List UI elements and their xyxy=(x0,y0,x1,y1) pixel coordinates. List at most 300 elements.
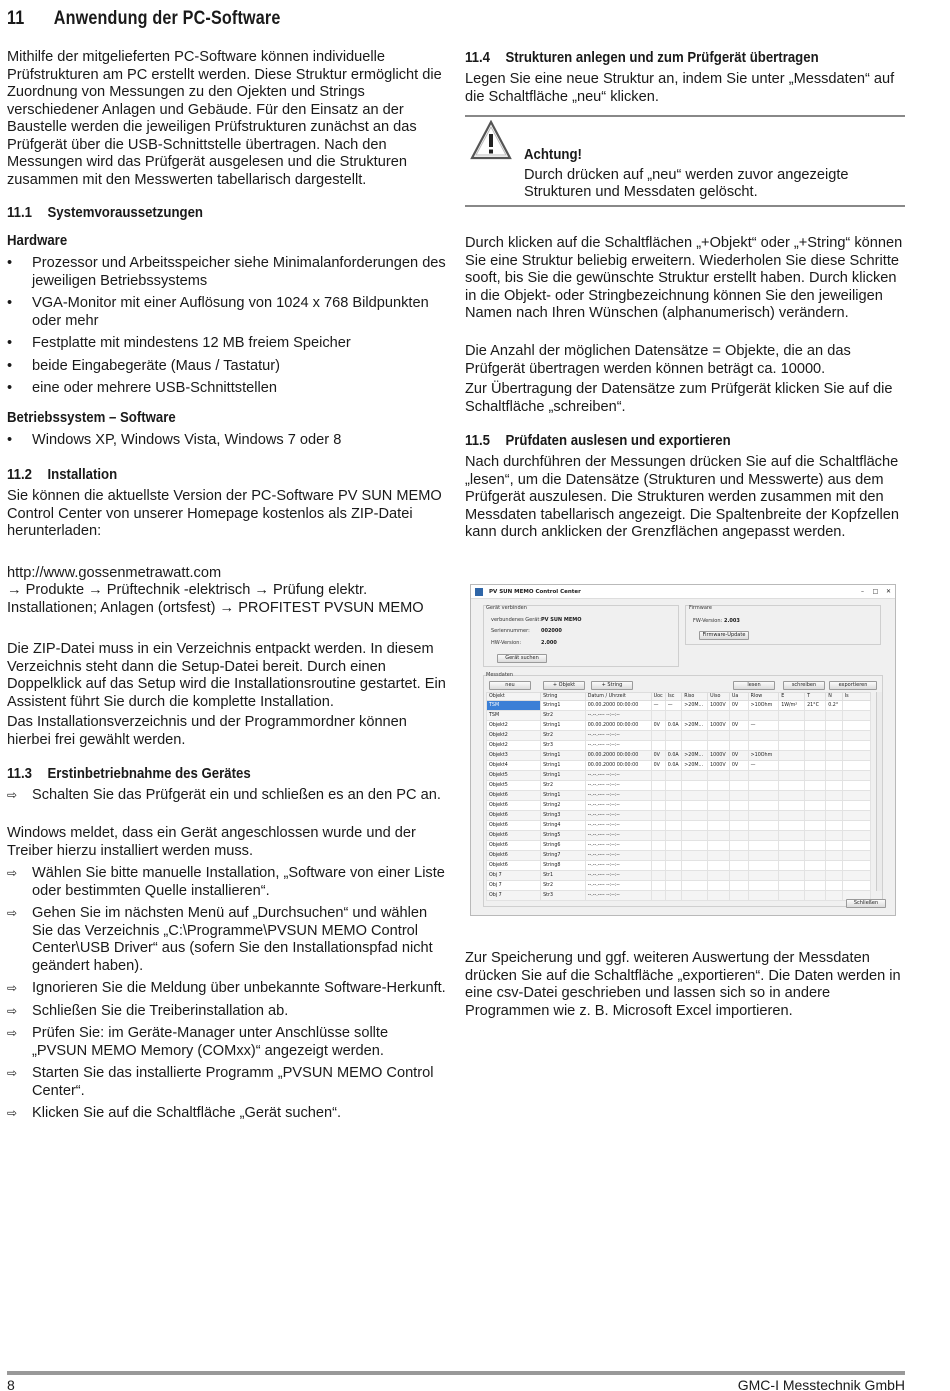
table-cell[interactable]: TSM xyxy=(487,711,541,721)
column-header[interactable]: Objekt xyxy=(487,693,541,701)
table-cell[interactable] xyxy=(826,731,842,741)
table-cell[interactable]: Objekt6 xyxy=(487,791,541,801)
table-cell[interactable] xyxy=(779,761,805,771)
table-cell[interactable] xyxy=(708,741,730,751)
table-cell[interactable] xyxy=(729,771,748,781)
table-cell[interactable]: --.--.---- --:--:-- xyxy=(585,891,651,901)
table-cell[interactable] xyxy=(805,751,826,761)
table-cell[interactable] xyxy=(682,771,708,781)
table-cell[interactable]: --.--.---- --:--:-- xyxy=(585,741,651,751)
table-cell[interactable] xyxy=(729,791,748,801)
table-cell[interactable]: --.--.---- --:--:-- xyxy=(585,871,651,881)
table-cell[interactable] xyxy=(729,851,748,861)
table-row[interactable] xyxy=(487,881,871,891)
table-cell[interactable] xyxy=(651,821,665,831)
table-cell[interactable] xyxy=(779,781,805,791)
table-cell[interactable] xyxy=(729,881,748,891)
table-cell[interactable] xyxy=(748,881,779,891)
table-cell[interactable] xyxy=(665,711,681,721)
table-cell[interactable] xyxy=(729,801,748,811)
table-cell[interactable] xyxy=(729,841,748,851)
table-cell[interactable] xyxy=(665,791,681,801)
table-cell[interactable] xyxy=(842,841,870,851)
table-cell[interactable] xyxy=(665,731,681,741)
table-cell[interactable]: Objekt6 xyxy=(487,831,541,841)
table-cell[interactable]: String3 xyxy=(541,811,586,821)
table-cell[interactable] xyxy=(708,781,730,791)
table-row[interactable] xyxy=(487,801,871,811)
table-cell[interactable] xyxy=(805,791,826,801)
table-cell[interactable]: Str1 xyxy=(541,871,586,881)
table-cell[interactable]: --.--.---- --:--:-- xyxy=(585,781,651,791)
table-cell[interactable]: --.--.---- --:--:-- xyxy=(585,841,651,851)
table-cell[interactable] xyxy=(842,761,870,771)
table-cell[interactable] xyxy=(708,841,730,851)
table-cell[interactable]: --.--.---- --:--:-- xyxy=(585,711,651,721)
table-cell[interactable]: 00.00.2000 00:00:00 xyxy=(585,751,651,761)
minimize-icon[interactable]: – xyxy=(861,587,864,595)
table-cell[interactable] xyxy=(779,721,805,731)
table-cell[interactable] xyxy=(748,811,779,821)
table-cell[interactable]: --.--.---- --:--:-- xyxy=(585,881,651,891)
table-cell[interactable] xyxy=(651,791,665,801)
table-cell[interactable]: String5 xyxy=(541,831,586,841)
table-cell[interactable]: 0.0A xyxy=(665,761,681,771)
table-cell[interactable]: String1 xyxy=(541,761,586,771)
table-cell[interactable]: Objekt6 xyxy=(487,811,541,821)
close-icon[interactable]: ✕ xyxy=(885,587,892,595)
table-cell[interactable]: — xyxy=(748,721,779,731)
table-cell[interactable] xyxy=(651,881,665,891)
table-cell[interactable] xyxy=(708,731,730,741)
table-cell[interactable] xyxy=(779,771,805,781)
table-cell[interactable] xyxy=(665,871,681,881)
write-button[interactable]: schreiben xyxy=(783,681,825,690)
table-cell[interactable]: Objekt4 xyxy=(487,761,541,771)
table-cell[interactable] xyxy=(826,851,842,861)
table-cell[interactable] xyxy=(805,711,826,721)
table-cell[interactable]: >10Ohm xyxy=(748,701,779,711)
table-cell[interactable] xyxy=(682,801,708,811)
table-row[interactable] xyxy=(487,821,871,831)
table-cell[interactable] xyxy=(748,741,779,751)
table-cell[interactable] xyxy=(748,841,779,851)
table-cell[interactable] xyxy=(842,741,870,751)
table-cell[interactable]: --.--.---- --:--:-- xyxy=(585,831,651,841)
table-cell[interactable] xyxy=(826,821,842,831)
table-cell[interactable] xyxy=(805,841,826,851)
table-cell[interactable]: 0.2° xyxy=(826,701,842,711)
table-cell[interactable] xyxy=(682,821,708,831)
table-cell[interactable] xyxy=(748,711,779,721)
table-cell[interactable] xyxy=(708,771,730,781)
search-device-button[interactable]: Gerät suchen xyxy=(497,654,547,663)
table-cell[interactable]: --.--.---- --:--:-- xyxy=(585,811,651,821)
table-cell[interactable]: Str2 xyxy=(541,711,586,721)
table-cell[interactable]: >10Ohm xyxy=(748,751,779,761)
table-cell[interactable] xyxy=(651,891,665,901)
table-cell[interactable] xyxy=(682,711,708,721)
table-cell[interactable] xyxy=(708,711,730,721)
table-cell[interactable] xyxy=(651,711,665,721)
table-cell[interactable] xyxy=(842,771,870,781)
table-cell[interactable] xyxy=(682,731,708,741)
table-cell[interactable]: 00.00.2000 00:00:00 xyxy=(585,701,651,711)
table-cell[interactable] xyxy=(826,771,842,781)
table-cell[interactable]: 1000V xyxy=(708,721,730,731)
table-row[interactable] xyxy=(487,721,871,731)
table-cell[interactable] xyxy=(729,891,748,901)
close-button[interactable]: Schließen xyxy=(846,899,886,908)
table-cell[interactable] xyxy=(826,891,842,901)
table-cell[interactable] xyxy=(651,801,665,811)
table-cell[interactable] xyxy=(682,811,708,821)
table-cell[interactable] xyxy=(682,881,708,891)
table-cell[interactable]: String1 xyxy=(541,791,586,801)
table-cell[interactable] xyxy=(842,721,870,731)
table-cell[interactable] xyxy=(842,791,870,801)
table-cell[interactable]: String4 xyxy=(541,821,586,831)
column-header[interactable]: Isc xyxy=(665,693,681,701)
table-cell[interactable]: >20M... xyxy=(682,701,708,711)
table-cell[interactable] xyxy=(708,881,730,891)
table-cell[interactable]: Obj 7 xyxy=(487,871,541,881)
column-header[interactable]: Rlow xyxy=(748,693,779,701)
table-cell[interactable]: >20M... xyxy=(682,751,708,761)
table-cell[interactable] xyxy=(665,851,681,861)
firmware-update-button[interactable]: Firmware-Update xyxy=(699,631,749,640)
table-cell[interactable] xyxy=(805,731,826,741)
table-cell[interactable]: --.--.---- --:--:-- xyxy=(585,801,651,811)
table-cell[interactable]: String8 xyxy=(541,861,586,871)
table-cell[interactable] xyxy=(651,741,665,751)
table-scrollbar[interactable] xyxy=(876,692,882,891)
table-cell[interactable] xyxy=(682,791,708,801)
table-cell[interactable]: Str2 xyxy=(541,731,586,741)
table-cell[interactable] xyxy=(729,811,748,821)
table-cell[interactable]: Str3 xyxy=(541,891,586,901)
table-cell[interactable] xyxy=(651,731,665,741)
table-cell[interactable] xyxy=(826,801,842,811)
table-cell[interactable] xyxy=(682,871,708,881)
table-cell[interactable] xyxy=(708,861,730,871)
table-cell[interactable] xyxy=(748,781,779,791)
table-cell[interactable]: Str3 xyxy=(541,741,586,751)
table-cell[interactable]: Objekt6 xyxy=(487,851,541,861)
table-cell[interactable]: Objekt6 xyxy=(487,861,541,871)
table-cell[interactable] xyxy=(826,721,842,731)
table-cell[interactable] xyxy=(826,831,842,841)
table-row[interactable] xyxy=(487,701,871,711)
table-cell[interactable] xyxy=(665,831,681,841)
table-cell[interactable] xyxy=(682,861,708,871)
table-cell[interactable]: Str2 xyxy=(541,781,586,791)
table-cell[interactable] xyxy=(665,781,681,791)
table-row[interactable] xyxy=(487,871,871,881)
table-cell[interactable]: — xyxy=(748,761,779,771)
export-button[interactable]: exportieren xyxy=(829,681,877,690)
table-cell[interactable]: 1W/m² xyxy=(779,701,805,711)
table-cell[interactable] xyxy=(682,831,708,841)
table-row[interactable] xyxy=(487,761,871,771)
table-cell[interactable] xyxy=(779,811,805,821)
table-cell[interactable] xyxy=(682,851,708,861)
table-cell[interactable]: String1 xyxy=(541,771,586,781)
table-cell[interactable]: String6 xyxy=(541,841,586,851)
table-row[interactable] xyxy=(487,711,871,721)
table-cell[interactable]: >20M... xyxy=(682,761,708,771)
table-cell[interactable] xyxy=(779,891,805,901)
table-cell[interactable] xyxy=(805,881,826,891)
table-cell[interactable] xyxy=(708,821,730,831)
table-cell[interactable] xyxy=(665,881,681,891)
table-cell[interactable]: --.--.---- --:--:-- xyxy=(585,791,651,801)
table-cell[interactable] xyxy=(842,861,870,871)
table-cell[interactable] xyxy=(682,891,708,901)
table-cell[interactable] xyxy=(651,771,665,781)
table-cell[interactable] xyxy=(665,811,681,821)
table-cell[interactable] xyxy=(779,831,805,841)
table-cell[interactable]: --.--.---- --:--:-- xyxy=(585,771,651,781)
table-cell[interactable] xyxy=(708,891,730,901)
add-string-button[interactable]: + String xyxy=(591,681,633,690)
table-cell[interactable] xyxy=(826,811,842,821)
table-cell[interactable]: --.--.---- --:--:-- xyxy=(585,821,651,831)
table-cell[interactable] xyxy=(805,891,826,901)
table-cell[interactable]: TSM xyxy=(487,701,541,711)
table-cell[interactable] xyxy=(651,861,665,871)
table-cell[interactable]: 00.00.2000 00:00:00 xyxy=(585,721,651,731)
table-cell[interactable] xyxy=(748,791,779,801)
table-row[interactable] xyxy=(487,831,871,841)
table-cell[interactable] xyxy=(826,861,842,871)
table-cell[interactable] xyxy=(651,781,665,791)
table-cell[interactable] xyxy=(729,871,748,881)
table-cell[interactable] xyxy=(708,791,730,801)
table-cell[interactable] xyxy=(826,881,842,891)
table-cell[interactable]: 0V xyxy=(651,761,665,771)
table-cell[interactable]: String2 xyxy=(541,801,586,811)
table-cell[interactable] xyxy=(805,811,826,821)
table-row[interactable] xyxy=(487,861,871,871)
table-row[interactable] xyxy=(487,811,871,821)
table-cell[interactable]: String1 xyxy=(541,701,586,711)
table-cell[interactable]: 0.0A xyxy=(665,721,681,731)
table-cell[interactable] xyxy=(729,711,748,721)
table-cell[interactable] xyxy=(729,781,748,791)
table-cell[interactable] xyxy=(748,861,779,871)
table-cell[interactable] xyxy=(842,751,870,761)
table-cell[interactable] xyxy=(665,821,681,831)
table-cell[interactable]: 0V xyxy=(651,721,665,731)
table-cell[interactable] xyxy=(826,751,842,761)
table-row[interactable] xyxy=(487,851,871,861)
column-header[interactable]: Ua xyxy=(729,693,748,701)
table-cell[interactable] xyxy=(805,821,826,831)
table-cell[interactable] xyxy=(748,731,779,741)
table-cell[interactable] xyxy=(665,841,681,851)
table-cell[interactable] xyxy=(779,841,805,851)
table-cell[interactable] xyxy=(779,881,805,891)
table-cell[interactable]: Obj 7 xyxy=(487,881,541,891)
table-cell[interactable]: Objekt2 xyxy=(487,741,541,751)
table-cell[interactable]: 0V xyxy=(729,721,748,731)
table-cell[interactable] xyxy=(682,781,708,791)
table-cell[interactable] xyxy=(779,711,805,721)
table-cell[interactable] xyxy=(729,861,748,871)
table-cell[interactable]: 0V xyxy=(729,751,748,761)
table-cell[interactable] xyxy=(805,721,826,731)
table-cell[interactable] xyxy=(748,891,779,901)
table-cell[interactable]: --.--.---- --:--:-- xyxy=(585,851,651,861)
table-cell[interactable] xyxy=(842,881,870,891)
table-cell[interactable] xyxy=(779,751,805,761)
table-cell[interactable] xyxy=(805,771,826,781)
table-cell[interactable] xyxy=(805,871,826,881)
table-cell[interactable] xyxy=(779,821,805,831)
table-cell[interactable] xyxy=(779,731,805,741)
table-cell[interactable] xyxy=(665,891,681,901)
table-cell[interactable] xyxy=(651,841,665,851)
table-cell[interactable] xyxy=(651,831,665,841)
table-cell[interactable] xyxy=(779,791,805,801)
homepage-link[interactable]: http://www.gossenmetrawatt.com xyxy=(7,565,222,581)
table-cell[interactable]: Objekt6 xyxy=(487,801,541,811)
table-cell[interactable]: --.--.---- --:--:-- xyxy=(585,861,651,871)
table-cell[interactable]: — xyxy=(665,701,681,711)
table-cell[interactable] xyxy=(651,871,665,881)
table-row[interactable] xyxy=(487,771,871,781)
table-cell[interactable] xyxy=(729,831,748,841)
table-cell[interactable] xyxy=(826,711,842,721)
table-cell[interactable] xyxy=(826,841,842,851)
table-cell[interactable]: Objekt5 xyxy=(487,781,541,791)
table-cell[interactable]: 0V xyxy=(729,761,748,771)
table-cell[interactable]: — xyxy=(651,701,665,711)
table-cell[interactable] xyxy=(826,781,842,791)
table-cell[interactable] xyxy=(805,741,826,751)
table-cell[interactable] xyxy=(842,731,870,741)
table-cell[interactable]: 1000V xyxy=(708,701,730,711)
add-object-button[interactable]: + Objekt xyxy=(543,681,585,690)
table-cell[interactable]: Objekt2 xyxy=(487,731,541,741)
column-header[interactable]: Uoc xyxy=(651,693,665,701)
table-cell[interactable] xyxy=(682,841,708,851)
table-cell[interactable] xyxy=(842,711,870,721)
table-cell[interactable] xyxy=(779,871,805,881)
table-cell[interactable] xyxy=(729,821,748,831)
table-cell[interactable]: Objekt5 xyxy=(487,771,541,781)
table-cell[interactable]: >20M... xyxy=(682,721,708,731)
table-cell[interactable] xyxy=(826,791,842,801)
column-header[interactable]: Uiso xyxy=(708,693,730,701)
column-header[interactable]: E xyxy=(779,693,805,701)
table-cell[interactable] xyxy=(748,821,779,831)
table-cell[interactable] xyxy=(748,851,779,861)
table-cell[interactable] xyxy=(779,801,805,811)
table-cell[interactable] xyxy=(842,781,870,791)
table-cell[interactable] xyxy=(842,811,870,821)
table-cell[interactable] xyxy=(805,861,826,871)
table-cell[interactable]: 0V xyxy=(729,701,748,711)
column-header[interactable]: Is xyxy=(842,693,870,701)
table-cell[interactable] xyxy=(665,741,681,751)
table-cell[interactable] xyxy=(842,871,870,881)
table-cell[interactable] xyxy=(826,761,842,771)
table-cell[interactable] xyxy=(805,851,826,861)
table-cell[interactable]: 0.0A xyxy=(665,751,681,761)
table-cell[interactable] xyxy=(779,851,805,861)
table-cell[interactable] xyxy=(708,801,730,811)
column-header[interactable]: Datum / Uhrzeit xyxy=(585,693,651,701)
table-cell[interactable] xyxy=(665,771,681,781)
table-cell[interactable] xyxy=(779,741,805,751)
table-cell[interactable] xyxy=(748,771,779,781)
table-cell[interactable] xyxy=(682,741,708,751)
table-cell[interactable]: --.--.---- --:--:-- xyxy=(585,731,651,741)
column-header[interactable]: N xyxy=(826,693,842,701)
column-header[interactable]: T xyxy=(805,693,826,701)
table-cell[interactable]: String1 xyxy=(541,751,586,761)
table-cell[interactable]: 00.00.2000 00:00:00 xyxy=(585,761,651,771)
table-row[interactable] xyxy=(487,781,871,791)
column-header[interactable]: Riso xyxy=(682,693,708,701)
table-cell[interactable] xyxy=(651,811,665,821)
table-cell[interactable] xyxy=(826,741,842,751)
table-cell[interactable] xyxy=(842,801,870,811)
table-cell[interactable] xyxy=(651,851,665,861)
table-cell[interactable] xyxy=(708,811,730,821)
table-cell[interactable] xyxy=(708,871,730,881)
table-cell[interactable] xyxy=(748,801,779,811)
maximize-icon[interactable]: □ xyxy=(872,587,879,595)
column-header[interactable]: String xyxy=(541,693,586,701)
table-cell[interactable] xyxy=(665,801,681,811)
table-row[interactable] xyxy=(487,891,871,901)
table-cell[interactable] xyxy=(805,761,826,771)
table-cell[interactable] xyxy=(748,871,779,881)
table-cell[interactable] xyxy=(748,831,779,841)
table-cell[interactable]: Str2 xyxy=(541,881,586,891)
table-cell[interactable]: String7 xyxy=(541,851,586,861)
table-cell[interactable]: 0V xyxy=(651,751,665,761)
table-row[interactable] xyxy=(487,741,871,751)
table-row[interactable] xyxy=(487,791,871,801)
new-button[interactable]: neu xyxy=(489,681,531,690)
table-cell[interactable] xyxy=(842,851,870,861)
table-cell[interactable]: 1000V xyxy=(708,761,730,771)
table-row[interactable] xyxy=(487,751,871,761)
table-cell[interactable]: String1 xyxy=(541,721,586,731)
table-cell[interactable] xyxy=(805,781,826,791)
table-cell[interactable] xyxy=(842,821,870,831)
table-cell[interactable] xyxy=(708,851,730,861)
table-cell[interactable]: 1000V xyxy=(708,751,730,761)
table-cell[interactable]: 21°C xyxy=(805,701,826,711)
read-button[interactable]: lesen xyxy=(733,681,775,690)
table-cell[interactable] xyxy=(708,831,730,841)
table-cell[interactable] xyxy=(779,861,805,871)
table-cell[interactable] xyxy=(665,861,681,871)
table-cell[interactable] xyxy=(805,801,826,811)
table-cell[interactable] xyxy=(826,871,842,881)
table-cell[interactable]: Objekt6 xyxy=(487,841,541,851)
table-cell[interactable] xyxy=(805,831,826,841)
table-cell[interactable] xyxy=(842,701,870,711)
table-cell[interactable]: Obj 7 xyxy=(487,891,541,901)
table-cell[interactable]: Objekt2 xyxy=(487,721,541,731)
table-cell[interactable]: Objekt6 xyxy=(487,821,541,831)
